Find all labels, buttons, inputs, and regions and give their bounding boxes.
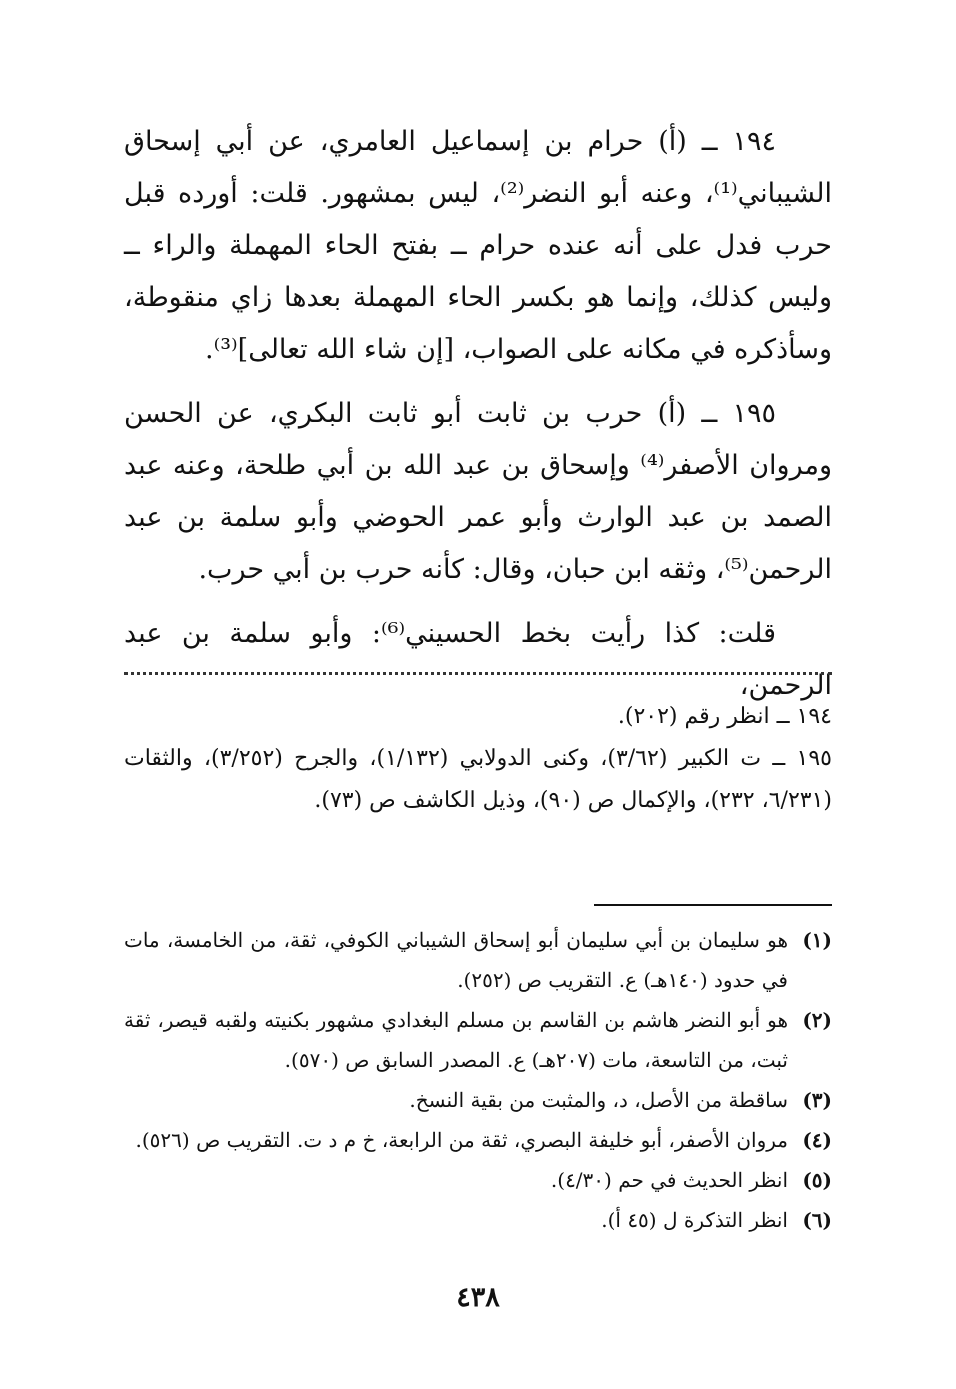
footnote-number: (٤): [802, 1128, 832, 1152]
footnote-3: [124, 1080, 832, 1120]
footnote-text: انظر التذكرة ل (٤٥ أ).: [601, 1208, 788, 1232]
footnote-5: [124, 1160, 832, 1200]
footnote-number: (٣): [802, 1088, 832, 1112]
source-notes: [124, 696, 832, 822]
footnotes: [124, 920, 832, 1240]
footnote-4: [124, 1120, 832, 1160]
footnote-text: مروان الأصفر، أبو خليفة البصري، ثقة من الرابعة، خ م د ت. التقريب ص (٥٢٦).: [135, 1128, 788, 1152]
dotted-separator: [124, 672, 832, 687]
entry-195-comment: قلت: كذا رأيت بخط الحسيني⁽⁶⁾: وأبو سلمة بن عبد الرحمن،: [124, 618, 832, 701]
footnote-number: (١): [802, 928, 832, 952]
footnote-rule: [594, 904, 832, 906]
footnote-text: انظر الحديث في حم (٤/٣٠).: [550, 1168, 788, 1192]
footnote-number: (٥): [802, 1168, 832, 1192]
footnote-text: ساقطة من الأصل، د، والمثبت من بقية النسخ.: [409, 1088, 788, 1112]
footnote-number: (٦): [802, 1208, 832, 1232]
entry-195: ١٩٥ ــ (أ) حرب بن ثابت أبو ثابت البكري، عن الحسن ومروان الأصفر⁽⁴⁾ وإسحاق بن عبد الله بن أبي طلحة، وعنه عبد الصمد بن عبد الوارث وأبو عمر الحوضي وأبو سلمة بن عبد الرحمن⁽⁵⁾، وثقه ابن حبان، وقال: كأنه حرب بن أبي حرب.: [124, 398, 832, 585]
footnote-2: [124, 1000, 832, 1080]
entry-194: ١٩٤ ــ (أ) حرام بن إسماعيل العامري، عن أبي إسحاق الشيباني⁽¹⁾، وعنه أبو النضر⁽²⁾، ليس بمشهور. قلت: أورده قبل حرب فدل على أنه عنده حرام ــ بفتح الحاء المهملة والراء ــ وليس كذلك، وإنما هو بكسر الحاء المهملة بعدها زاي منقوطة، وسأذكره في مكانه على الصواب، [إن شاء الله تعالى]⁽³⁾.: [124, 126, 833, 365]
footnote-text: هو سليمان بن أبي سليمان أبو إسحاق الشيباني الكوفي، ثقة، من الخامسة، مات في حدود (١٤٠هـ) ع. التقريب ص (٢٥٢).: [124, 928, 788, 992]
footnote-1: [124, 920, 832, 1000]
note-195: ١٩٥ ــ ت الكبير (٣/٦٢)، وكنى الدولابي (١/١٣٢)، والجرح (٣/٢٥٢)، والثقات (٦/٢٣١، ٢٣٢)، والإكمال ص (٩٠)، وذيل الكاشف ص (٧٣).: [124, 746, 832, 813]
footnote-6: [124, 1200, 832, 1240]
main-text: [124, 116, 832, 712]
footnote-number: (٢): [802, 1008, 832, 1032]
footnote-text: هو أبو النضر هاشم بن القاسم بن مسلم البغدادي مشهور بكنيته ولقبه قيصر، ثقة ثبت، من التاسعة، مات (٢٠٧هـ) ع. المصدر السابق ص (٥٧٠).: [124, 1008, 788, 1072]
note-194: ١٩٤ ــ انظر رقم (٢٠٢).: [617, 704, 832, 729]
page-number: ٤٣٨: [456, 1282, 500, 1313]
